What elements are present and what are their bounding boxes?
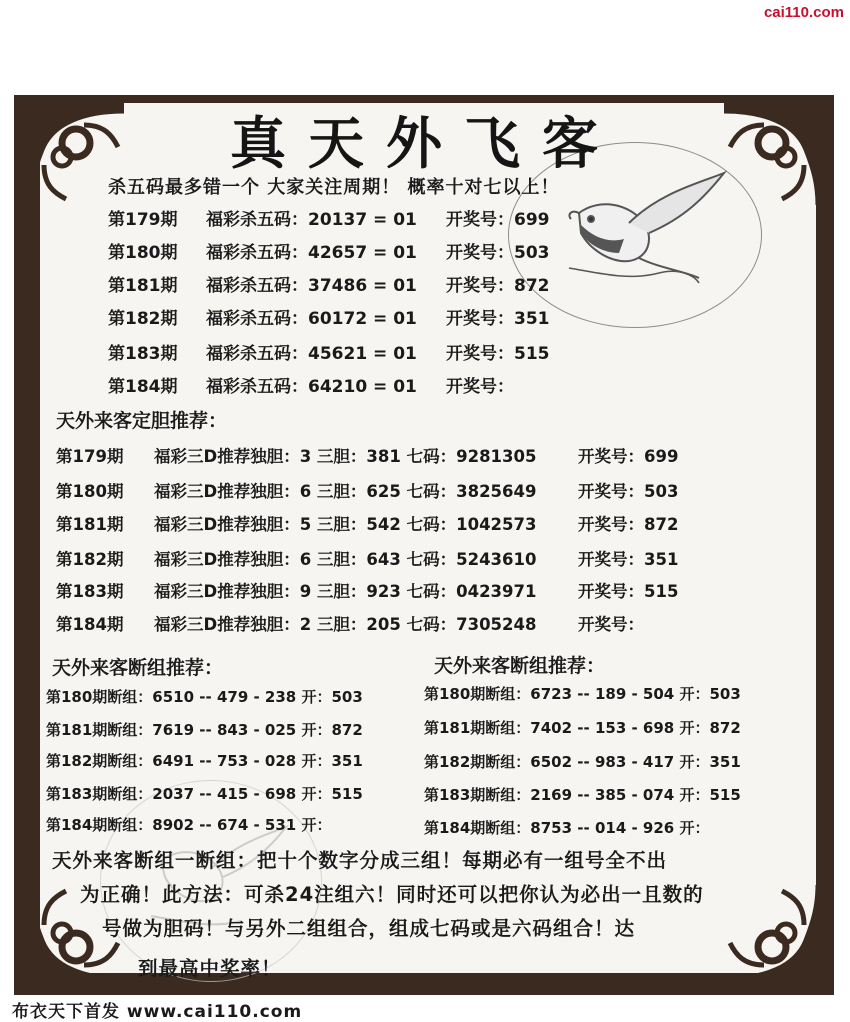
- corner-ornament-icon: [724, 885, 834, 995]
- kill-content: 福彩杀五码：60172 = 01: [206, 309, 417, 329]
- group-left-title: 天外来客断组推荐：: [52, 657, 224, 679]
- period-label: 第180期: [56, 482, 124, 501]
- page-title: 真天外飞客: [230, 111, 620, 177]
- group-row: 第183期断组：2037 -- 415 - 698 开：515: [46, 785, 363, 803]
- draw-result: 开奖号：503: [446, 243, 550, 263]
- dan-content: 福彩三D推荐独胆：9 三胆：923 七码：0423971: [154, 582, 537, 601]
- explanation-line: 号做为胆码！与另外二组组合，组成七码或是六码组合！达: [102, 917, 636, 940]
- dan-row: [56, 511, 678, 535]
- dan-row: [56, 611, 644, 635]
- dan-row: [56, 443, 678, 467]
- draw-result: 开奖号：: [578, 615, 644, 634]
- kill-row: [108, 238, 550, 263]
- period-label: 第182期: [56, 550, 124, 569]
- period-label: 第179期: [108, 210, 178, 230]
- dan-content: 福彩三D推荐独胆：3 三胆：381 七码：9281305: [154, 447, 537, 466]
- kill-content: 福彩杀五码：45621 = 01: [206, 344, 417, 364]
- period-label: 第181期: [56, 515, 124, 534]
- group-row: 第183期断组：2169 -- 385 - 074 开：515: [424, 786, 741, 804]
- kill-row: [108, 372, 514, 397]
- period-label: 第181期: [108, 276, 178, 296]
- draw-result: 开奖号：515: [578, 582, 679, 601]
- dan-row: [56, 478, 678, 502]
- group-row: 第184期断组：8902 -- 674 - 531 开：: [46, 816, 332, 834]
- group-row: 第184期断组：8753 -- 014 - 926 开：: [424, 819, 710, 837]
- dan-content: 福彩三D推荐独胆：2 三胆：205 七码：7305248: [154, 615, 537, 634]
- draw-result: 开奖号：699: [446, 210, 550, 230]
- kill-content: 福彩杀五码：64210 = 01: [206, 377, 417, 397]
- group-row: 第181期断组：7402 -- 153 - 698 开：872: [424, 719, 741, 737]
- draw-result: 开奖号：503: [578, 482, 679, 501]
- period-label: 第184期: [56, 615, 124, 634]
- group-row: 第182期断组：6491 -- 753 - 028 开：351: [46, 752, 363, 770]
- kill-content: 福彩杀五码：37486 = 01: [206, 276, 417, 296]
- period-label: 第184期: [108, 377, 178, 397]
- dan-content: 福彩三D推荐独胆：5 三胆：542 七码：1042573: [154, 515, 537, 534]
- kill-row: [108, 205, 550, 230]
- explanation-line: 为正确！此方法：可杀24注组六！同时还可以把你认为必出一且数的: [80, 883, 704, 906]
- group-row: 第180期断组：6723 -- 189 - 504 开：503: [424, 685, 741, 703]
- site-url[interactable]: cai110.com: [763, 4, 844, 21]
- group-row: 第181期断组：7619 -- 843 - 025 开：872: [46, 721, 363, 739]
- dan-content: 福彩三D推荐独胆：6 三胆：643 七码：5243610: [154, 550, 537, 569]
- draw-result: 开奖号：872: [578, 515, 679, 534]
- draw-result: 开奖号：351: [578, 550, 679, 569]
- period-label: 第183期: [108, 344, 178, 364]
- kill-content: 福彩杀五码：20137 = 01: [206, 210, 417, 230]
- subtitle: 杀五码最多错一个 大家关注周期！ 概率十对七以上！: [108, 177, 560, 198]
- group-right-title: 天外来客断组推荐：: [434, 655, 606, 677]
- footer-credit: 布衣天下首发 www.cai110.com: [12, 1002, 303, 1022]
- kill-row: [108, 304, 550, 329]
- draw-result: 开奖号：872: [446, 276, 550, 296]
- dan-row: [56, 578, 678, 602]
- draw-result: 开奖号：351: [446, 309, 550, 329]
- draw-result: 开奖号：699: [578, 447, 679, 466]
- dan-content: 福彩三D推荐独胆：6 三胆：625 七码：3825649: [154, 482, 537, 501]
- kill-content: 福彩杀五码：42657 = 01: [206, 243, 417, 263]
- draw-result: 开奖号：: [446, 377, 514, 397]
- group-row: 第182期断组：6502 -- 983 - 417 开：351: [424, 753, 741, 771]
- period-label: 第183期: [56, 582, 124, 601]
- explanation-line: 到最高中奖率！: [138, 957, 282, 980]
- draw-result: 开奖号：515: [446, 344, 550, 364]
- dan-section-title: 天外来客定胆推荐：: [56, 410, 228, 432]
- kill-row: [108, 271, 550, 296]
- explanation-line: 天外来客断组一断组：把十个数字分成三组！每期必有一组号全不出: [52, 849, 668, 872]
- period-label: 第179期: [56, 447, 124, 466]
- group-row: 第180期断组：6510 -- 479 - 238 开：503: [46, 688, 363, 706]
- kill-row: [108, 339, 550, 364]
- period-label: 第180期: [108, 243, 178, 263]
- period-label: 第182期: [108, 309, 178, 329]
- dan-row: [56, 546, 678, 570]
